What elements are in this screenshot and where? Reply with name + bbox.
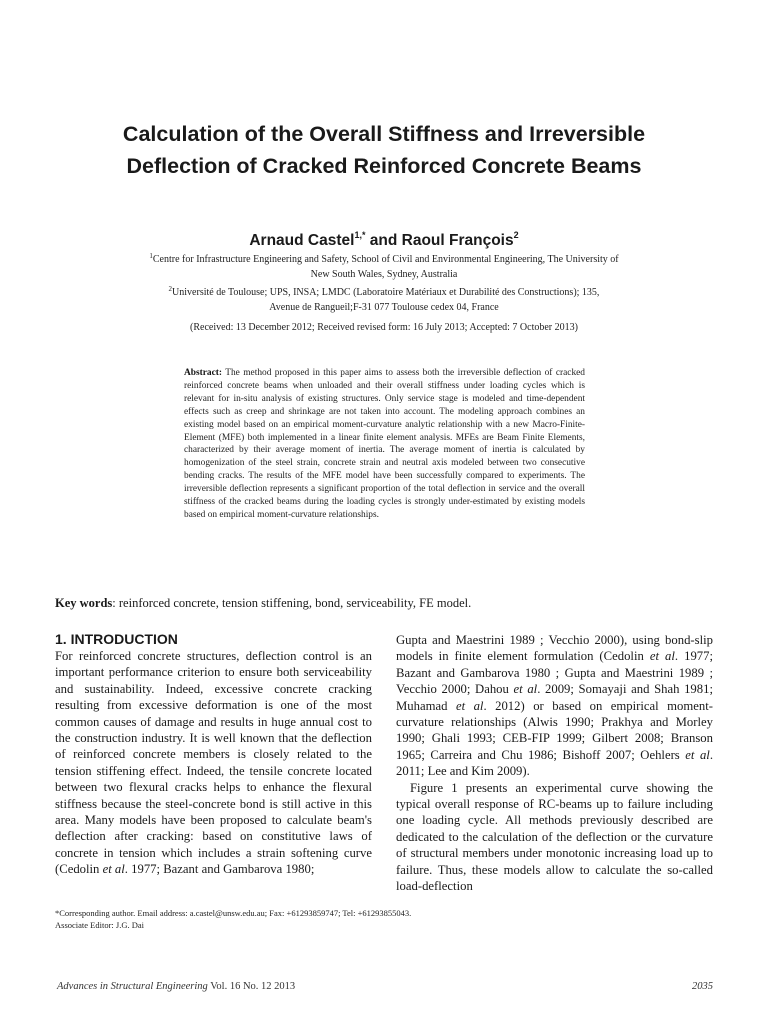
abstract-text: The method proposed in this paper aims to assess both the irreversible deflection of cracked reinforced concrete beams when unloaded and their overall stiffness under loading cycles which is relevant for in-situ analysis of existing structures. Only service stage is modeled and time-dependent effects such as creep and shrinkage are not taken into account. The modeling approach combines an existing model based on an empirical moment-curvature analytic relationship with a new Macro-Finite-Element (MFE) both implemented in a linear finite element analysis. MFEs are Beam Finite Elements, characterized by their average moment of inertia. The average moment of inertia is calculated by homogenization of the steel strain, concrete strain and neutral axis modeled between two consecutive bending cracks. The results of the MFE model have been successfully compared to experiments. The irreversible deflection represents a significant proportion of the total deflection in service and the overall stiffness of the cracked beams during the loading cycles is strongly under-estimated by existing models based on empirical moment-curvature relationships.: [184, 368, 585, 520]
title-line-2: Deflection of Cracked Reinforced Concrete Beams: [126, 154, 642, 178]
paper-title: [40, 118, 728, 182]
author-connector: and: [365, 232, 402, 249]
author-1: Arnaud Castel: [249, 232, 355, 249]
body-column-right: [396, 632, 713, 895]
affiliation-1-line-2: New South Wales, Sydney, Australia: [310, 268, 458, 280]
intro-paragraph-2: Figure 1 presents an experimental curve showing the typical overall response of RC-beams up to failure including one loading cycle. All methods previously described are dedicated to the calculation of the deflection or the curvature of structural members under monotonic increasing load up to failure. Thus, these models allow to calculate the so-called load-deflection: [396, 780, 713, 894]
journal-volume: Vol. 16 No. 12 2013: [207, 981, 296, 992]
affiliation-2-line-2: Avenue de Rangueil;F-31 077 Toulouse cedex 04, France: [269, 301, 499, 313]
affiliation-1-mark: 1: [149, 252, 153, 260]
journal-footer: [57, 980, 295, 993]
keywords: [55, 595, 735, 611]
section-heading-introduction: 1. INTRODUCTION: [55, 631, 178, 647]
affiliation-1-line-1: $^1$Centre for Infrastructure Engineering and Safety, School of Civil and Environmental Engineering, The University of: [149, 252, 619, 265]
intro-paragraph-1-continued: Gupta and Maestrini 1989 ; Vecchio 2000), using bond-slip models in finite element formulation (Cedolin et al. 1977; Bazant and Gambarova 1980 ; Gupta and Maestrini 1989 ; Vecchio 2000; Dahou et al. 2009; Somayaji and Shah 1981; Muhamad et al. 2012) or based on empirical moment-curvature relationships (Alwis 1990; Prakhya and Morley 1990; Ghali 1993; CEB-FIP 1999; Gilbert 2008; Branson 1965; Carreira and Chu 1986; Bishoff 2007; Oehlers et al. 2011; Lee and Kim 2009).: [396, 633, 713, 779]
associate-editor-note: Associate Editor: J.G. Dai: [55, 919, 144, 930]
author-2-affiliation-mark: 2: [513, 230, 519, 240]
author-list: [40, 225, 728, 251]
keywords-text: : reinforced concrete, tension stiffening, bond, serviceability, FE model.: [112, 596, 472, 610]
body-column-left: [55, 648, 372, 878]
footnote: [55, 908, 735, 931]
journal-name: Advances in Structural Engineering: [57, 981, 208, 992]
abstract-label: Abstract:: [184, 368, 223, 378]
affiliation-2-line-1: $^2$Université de Toulouse; UPS, INSA; LMDC (Laboratoire Matériaux et Durabilité des Constructions); 135,: [168, 285, 600, 299]
page-number: 2035: [692, 981, 713, 992]
author-2: Raoul François: [401, 232, 514, 249]
received-dates: (Received: 13 December 2012; Received revised form: 16 July 2013; Accepted: 7 October 2013): [190, 322, 578, 333]
corresponding-author-note: *Corresponding author. Email address: a.castel@unsw.edu.au; Fax: +61293859747; Tel: +61293855043.: [55, 908, 412, 918]
intro-paragraph-1: For reinforced concrete structures, deflection control is an important performance criterion to ensure both serviceability and sustainability. Indeed, excessive concrete cracking resulting from excessive deformation is one of the most common causes of damage and results in huge annual cost to the construction industry. It is well known that the deflection of reinforced concrete members is closely related to the tension stiffening effect. Indeed, the tensile concrete located between two flexural cracks helps to enhance the flexural stiffness because the steel-concrete bond is still active in this area. Many models have been proposed to calculate beam's deflection after cracking: based on constitutive laws of concrete in tension which includes a strain softening curve (Cedolin et al. 1977; Bazant and Gambarova 1980;: [55, 649, 372, 877]
title-line-1: Calculation of the Overall Stiffness and Irreversible: [122, 122, 646, 146]
author-1-affiliation-mark: 1,*: [354, 230, 366, 240]
affiliation-2-mark: 2: [168, 285, 173, 294]
affiliations: [90, 249, 678, 315]
abstract: [184, 367, 585, 522]
keywords-label: Key words: [55, 596, 113, 610]
